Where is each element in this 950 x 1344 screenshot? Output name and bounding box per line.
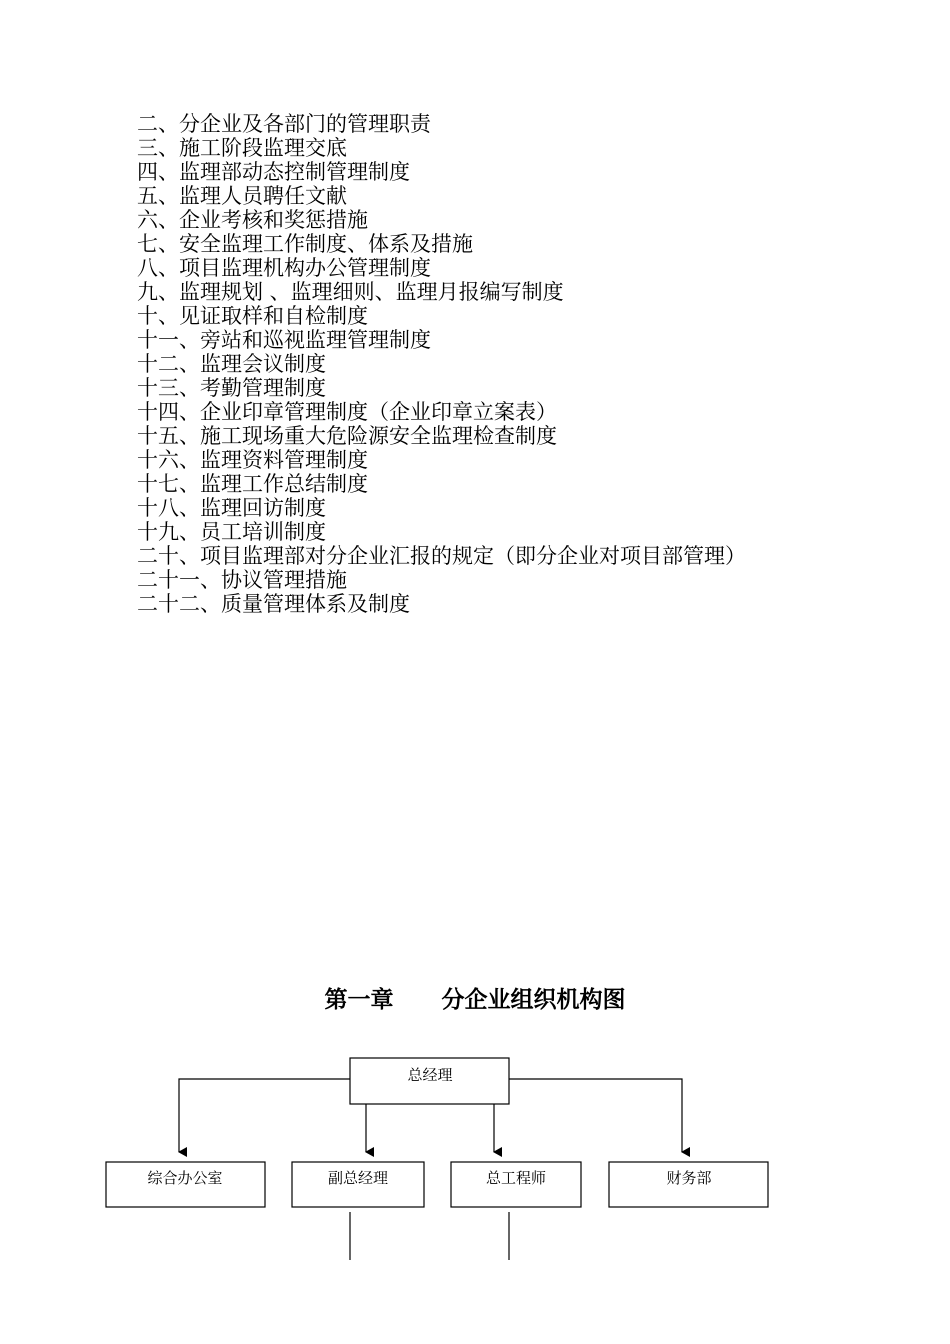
toc-item: 二、分企业及各部门的管理职责: [137, 112, 431, 136]
toc-item: 十七、监理工作总结制度: [137, 472, 368, 496]
org-label-office: 综合办公室: [147, 1169, 223, 1187]
toc-item: 十九、员工培训制度: [137, 520, 326, 544]
toc-item: 二十二、质量管理体系及制度: [137, 592, 410, 616]
toc-item: 九、监理规划 、监理细则、监理月报编写制度: [137, 280, 564, 304]
toc-item: 十、见证取样和自检制度: [137, 304, 368, 328]
toc-item: 二十、项目监理部对分企业汇报的规定（即分企业对项目部管理）: [137, 544, 746, 568]
toc-item: 十四、企业印章管理制度（企业印章立案表）: [137, 400, 557, 424]
toc-item: 十一、旁站和巡视监理管理制度: [137, 328, 431, 352]
org-label-chief-engineer: 总工程师: [485, 1169, 547, 1187]
toc-item: 四、监理部动态控制管理制度: [137, 160, 410, 184]
toc-item: 七、安全监理工作制度、体系及措施: [137, 232, 473, 256]
toc-item: 二十一、协议管理措施: [137, 568, 347, 592]
toc-item: 十三、考勤管理制度: [137, 376, 326, 400]
toc-item: 十二、监理会议制度: [137, 352, 326, 376]
org-label-top: 总经理: [407, 1066, 453, 1084]
toc-item: 十六、监理资料管理制度: [137, 448, 368, 472]
toc-item: 十五、施工现场重大危险源安全监理检查制度: [137, 424, 557, 448]
org-label-deputy: 副总经理: [327, 1169, 389, 1187]
toc-item: 三、施工阶段监理交底: [137, 136, 347, 160]
toc-item: 八、项目监理机构办公管理制度: [137, 256, 431, 280]
toc-item: 五、监理人员聘任文献: [137, 184, 347, 208]
org-connector-office: [179, 1079, 350, 1152]
org-connector-finance: [509, 1079, 682, 1152]
toc-item: 十八、监理回访制度: [137, 496, 326, 520]
chapter-title: 第一章 分企业组织机构图: [324, 987, 626, 1013]
org-label-finance: 财务部: [666, 1169, 712, 1187]
toc-item: 六、企业考核和奖惩措施: [137, 208, 368, 232]
